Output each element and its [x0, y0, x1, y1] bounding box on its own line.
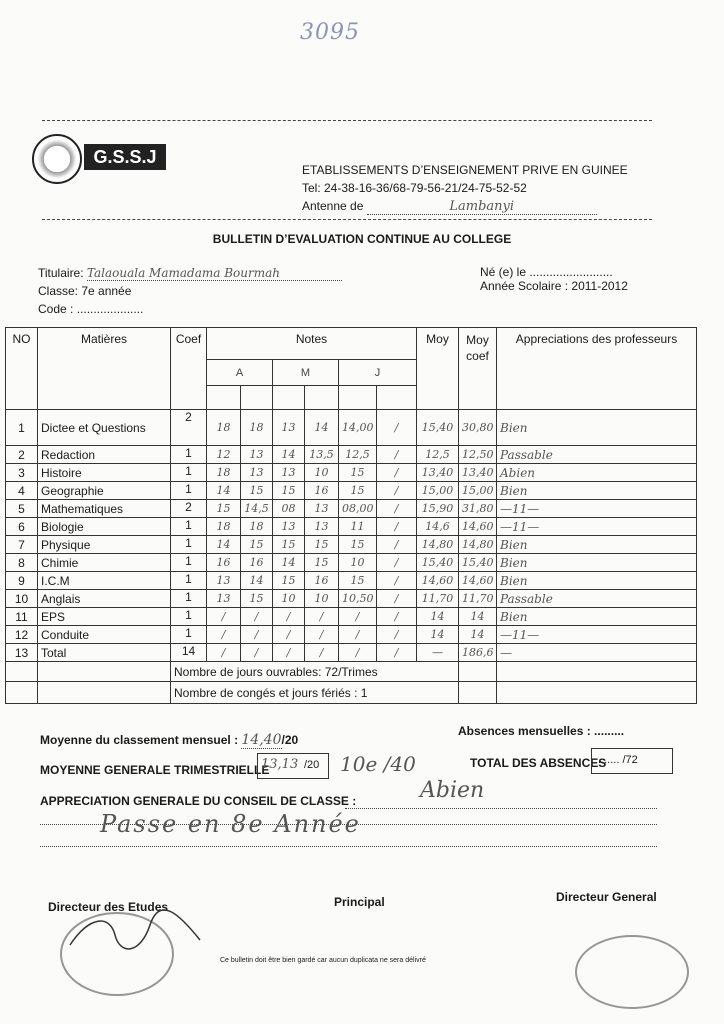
row-moy: 14 [417, 626, 459, 644]
row-note: / [377, 518, 417, 536]
header-moy-coef: Moy coef [459, 328, 497, 410]
table-row [6, 518, 697, 536]
row-coef: 1 [171, 464, 207, 482]
row-note: 15 [273, 482, 305, 500]
header-month-a: A [207, 360, 273, 386]
row-moy-coef: 14,80 [459, 536, 497, 554]
row-note: 18 [241, 518, 273, 536]
table-row [6, 644, 697, 662]
row-moy: 15,40 [417, 554, 459, 572]
row-moy-coef: 11,70 [459, 590, 497, 608]
row-note: 10 [339, 554, 377, 572]
row-note: / [377, 626, 417, 644]
header-notes: Notes [207, 328, 417, 360]
row-matiere: I.C.M [38, 572, 171, 590]
header-appreciations: Appreciations des professeurs [497, 328, 697, 410]
row-note: / [377, 590, 417, 608]
table-row [6, 590, 697, 608]
divider [42, 120, 652, 121]
row-matiere: Total [38, 644, 171, 662]
titulaire [38, 266, 342, 281]
row-note: / [305, 644, 339, 662]
row-note: 13 [207, 590, 241, 608]
code: Code : .................... [38, 302, 144, 316]
school-year: Année Scolaire : 2011-2012 [480, 279, 628, 293]
row-number: 2 [6, 446, 38, 464]
row-note: 14 [273, 446, 305, 464]
row-matiere: Anglais [38, 590, 171, 608]
row-note: 14 [273, 554, 305, 572]
row-note: / [377, 554, 417, 572]
row-appreciation: — [497, 644, 697, 662]
row-note: / [273, 644, 305, 662]
row-matiere: Biologie [38, 518, 171, 536]
titulaire-label: Titulaire: [38, 266, 84, 280]
row-matiere: Chimie [38, 554, 171, 572]
row-moy: 15,00 [417, 482, 459, 500]
row-note: / [241, 644, 273, 662]
row-note: 15 [339, 482, 377, 500]
row-note: 13,5 [305, 446, 339, 464]
row-note: 15 [305, 536, 339, 554]
row-note: 14 [241, 572, 273, 590]
header-no: NO [6, 328, 38, 410]
jours-ouvrables: Nombre de jours ouvrables: 72/Trimes [171, 662, 459, 682]
moyenne-trim-suffix: /20 [304, 759, 320, 771]
row-coef: 1 [171, 554, 207, 572]
directeur-etudes: Directeur des Etudes [48, 900, 169, 914]
titulaire-value: Talaouala Mamadama Bourmah [87, 266, 342, 281]
row-note: 12 [207, 446, 241, 464]
row-number: 4 [6, 482, 38, 500]
row-moy-coef: 14 [459, 626, 497, 644]
row-note: / [241, 626, 273, 644]
moyenne-mensuel-value: 14,40 [241, 732, 282, 748]
row-moy: 11,70 [417, 590, 459, 608]
row-matiere: Physique [38, 536, 171, 554]
row-number: 5 [6, 500, 38, 518]
row-note: / [207, 644, 241, 662]
table-row [6, 572, 697, 590]
row-moy: 14,80 [417, 536, 459, 554]
row-coef: 1 [171, 572, 207, 590]
row-moy: — [417, 644, 459, 662]
row-moy-coef: 15,00 [459, 482, 497, 500]
row-note: 08,00 [339, 500, 377, 518]
row-note: 15 [305, 554, 339, 572]
row-note: 13 [241, 446, 273, 464]
row-note: / [377, 446, 417, 464]
row-note: 16 [305, 482, 339, 500]
row-coef: 1 [171, 536, 207, 554]
row-number: 3 [6, 464, 38, 482]
header-month-j: J [339, 360, 417, 386]
header-antenne [302, 199, 597, 215]
row-moy-coef: 186,6 [459, 644, 497, 662]
row-note: / [377, 644, 417, 662]
row-note: 14 [207, 536, 241, 554]
row-moy: 14,6 [417, 518, 459, 536]
row-moy: 14,60 [417, 572, 459, 590]
row-appreciation: Bien [497, 608, 697, 626]
row-moy-coef: 31,80 [459, 500, 497, 518]
row-note: 16 [241, 554, 273, 572]
row-note: 15 [339, 464, 377, 482]
row-appreciation: Bien [497, 572, 697, 590]
table-row [6, 554, 697, 572]
row-matiere: Conduite [38, 626, 171, 644]
row-note: 16 [305, 572, 339, 590]
row-appreciation: Passable [497, 446, 697, 464]
row-coef: 1 [171, 626, 207, 644]
moyenne-trim-box [257, 753, 329, 779]
grades-table [5, 327, 697, 704]
row-note: / [377, 572, 417, 590]
table-row [6, 446, 697, 464]
row-appreciation: Bien [497, 554, 697, 572]
row-moy: 13,40 [417, 464, 459, 482]
row-moy-coef: 13,40 [459, 464, 497, 482]
row-note: 14,00 [339, 410, 377, 446]
school-logo [28, 132, 168, 182]
moyenne-mensuel-suffix: /20 [281, 733, 299, 747]
row-note: / [273, 608, 305, 626]
row-number: 7 [6, 536, 38, 554]
row-note: 15 [273, 572, 305, 590]
row-number: 13 [6, 644, 38, 662]
row-matiere: Geographie [38, 482, 171, 500]
table-row [6, 626, 697, 644]
row-note: / [377, 536, 417, 554]
row-appreciation: Bien [497, 536, 697, 554]
bulletin-note: Ce bulletin doit être bien gardé car aucun duplicata ne sera délivré [220, 957, 426, 964]
row-coef: 2 [171, 410, 207, 446]
row-note: 08 [273, 500, 305, 518]
row-moy-coef: 30,80 [459, 410, 497, 446]
row-note: / [339, 644, 377, 662]
row-coef: 1 [171, 482, 207, 500]
document-number: 3095 [300, 20, 360, 45]
total-absences-label: TOTAL DES ABSENCES [470, 756, 607, 770]
logo-text: G.S.S.J [84, 144, 166, 170]
row-note: / [339, 626, 377, 644]
row-matiere: Redaction [38, 446, 171, 464]
header-line1: ETABLISSEMENTS D’ENSEIGNEMENT PRIVE EN GUINEE [302, 163, 628, 177]
row-note: 15 [207, 500, 241, 518]
row-number: 6 [6, 518, 38, 536]
dotted-line [345, 808, 657, 809]
classe: Classe: 7e année [38, 284, 132, 298]
row-matiere: Dictee et Questions [38, 410, 171, 446]
total-absences-value: ....... /72 [598, 754, 638, 766]
principal: Principal [334, 895, 385, 909]
row-note: 14 [207, 482, 241, 500]
row-note: 14,5 [241, 500, 273, 518]
header-month-m: M [273, 360, 339, 386]
row-note: 14 [305, 410, 339, 446]
row-note: 15 [273, 536, 305, 554]
header-moy: Moy [417, 328, 459, 410]
row-note: 10 [305, 590, 339, 608]
row-matiere: Mathematiques [38, 500, 171, 518]
row-note: / [377, 608, 417, 626]
row-note: 13 [305, 500, 339, 518]
row-note: / [273, 626, 305, 644]
logo-emblem-icon [32, 134, 82, 184]
row-moy-coef: 14,60 [459, 572, 497, 590]
row-moy-coef: 12,50 [459, 446, 497, 464]
jours-conges: Nombre de congés et jours fériés : 1 [171, 682, 459, 704]
row-note: / [207, 608, 241, 626]
dotted-line [40, 846, 657, 847]
header-coef: Coef [171, 328, 207, 410]
row-note: 13 [305, 518, 339, 536]
header-matieres: Matières [38, 328, 171, 410]
divider [42, 219, 652, 220]
antenne-label: Antenne de [302, 199, 364, 213]
row-moy: 12,5 [417, 446, 459, 464]
row-note: 15 [339, 572, 377, 590]
row-matiere: Histoire [38, 464, 171, 482]
table-row [6, 608, 697, 626]
row-moy-coef: 14 [459, 608, 497, 626]
row-number: 8 [6, 554, 38, 572]
row-moy-coef: 15,40 [459, 554, 497, 572]
table-row [6, 464, 697, 482]
appreciation-label: APPRECIATION GENERALE DU CONSEIL DE CLASSE : [40, 794, 357, 808]
row-note: 15 [241, 536, 273, 554]
row-note: 15 [339, 536, 377, 554]
row-appreciation: —11— [497, 626, 697, 644]
row-coef: 14 [171, 644, 207, 662]
row-note: / [377, 464, 417, 482]
row-moy: 15,90 [417, 500, 459, 518]
row-number: 11 [6, 608, 38, 626]
directeur-general: Directeur General [556, 890, 657, 904]
row-matiere: EPS [38, 608, 171, 626]
moyenne-mensuel-label: Moyenne du classement mensuel : [40, 733, 239, 747]
row-note: / [339, 608, 377, 626]
row-note: 11 [339, 518, 377, 536]
row-note: 18 [241, 410, 273, 446]
absences-mensuelles: Absences mensuelles : ......... [458, 724, 625, 738]
row-note: 10,50 [339, 590, 377, 608]
date-of-birth: Né (e) le ......................... [480, 265, 613, 279]
row-number: 12 [6, 626, 38, 644]
row-coef: 1 [171, 446, 207, 464]
table-row [6, 410, 697, 446]
row-number: 9 [6, 572, 38, 590]
moyenne-trim-value: 13,13 [261, 757, 299, 772]
total-absences-box [591, 748, 673, 774]
row-note: 13 [273, 518, 305, 536]
row-note: 15 [241, 590, 273, 608]
signature-icon [60, 905, 210, 965]
row-note: 15 [241, 482, 273, 500]
table-row [6, 500, 697, 518]
table-row [6, 482, 697, 500]
moyenne-mensuel [40, 732, 298, 748]
document-title: BULLETIN D’EVALUATION CONTINUE AU COLLEGE [212, 232, 512, 246]
antenne-value: Lambanyi [367, 199, 597, 215]
rang: 10e /40 [340, 752, 416, 776]
row-note: 13 [273, 464, 305, 482]
decision: Passe en 8e Année [100, 810, 361, 838]
row-moy: 14 [417, 608, 459, 626]
row-note: / [377, 410, 417, 446]
table-row [6, 536, 697, 554]
row-appreciation: —11— [497, 500, 697, 518]
row-appreciation: Passable [497, 590, 697, 608]
row-coef: 1 [171, 590, 207, 608]
row-note: / [207, 626, 241, 644]
row-note: / [377, 482, 417, 500]
row-note: / [305, 608, 339, 626]
header-phone: Tel: 24-38-16-36/68-79-56-21/24-75-52-52 [302, 181, 527, 195]
row-moy: 15,40 [417, 410, 459, 446]
row-note: 10 [305, 464, 339, 482]
row-note: 13 [273, 410, 305, 446]
row-coef: 1 [171, 518, 207, 536]
row-number: 10 [6, 590, 38, 608]
row-note: 13 [241, 464, 273, 482]
row-note: 12,5 [339, 446, 377, 464]
row-number: 1 [6, 410, 38, 446]
row-note: 18 [207, 464, 241, 482]
row-appreciation: Bien [497, 410, 697, 446]
stamp-icon [575, 935, 689, 1009]
row-note: 10 [273, 590, 305, 608]
row-moy-coef: 14,60 [459, 518, 497, 536]
row-appreciation: —11— [497, 518, 697, 536]
row-note: 16 [207, 554, 241, 572]
row-coef: 2 [171, 500, 207, 518]
row-note: / [377, 500, 417, 518]
row-note: / [305, 626, 339, 644]
row-appreciation: Abien [497, 464, 697, 482]
row-appreciation: Bien [497, 482, 697, 500]
row-note: 18 [207, 410, 241, 446]
row-note: / [241, 608, 273, 626]
row-note: 18 [207, 518, 241, 536]
appreciation-value: Abien [420, 778, 485, 803]
row-coef: 1 [171, 608, 207, 626]
row-note: 13 [207, 572, 241, 590]
moyenne-trim-label: MOYENNE GENERALE TRIMESTRIELLE [40, 763, 270, 777]
